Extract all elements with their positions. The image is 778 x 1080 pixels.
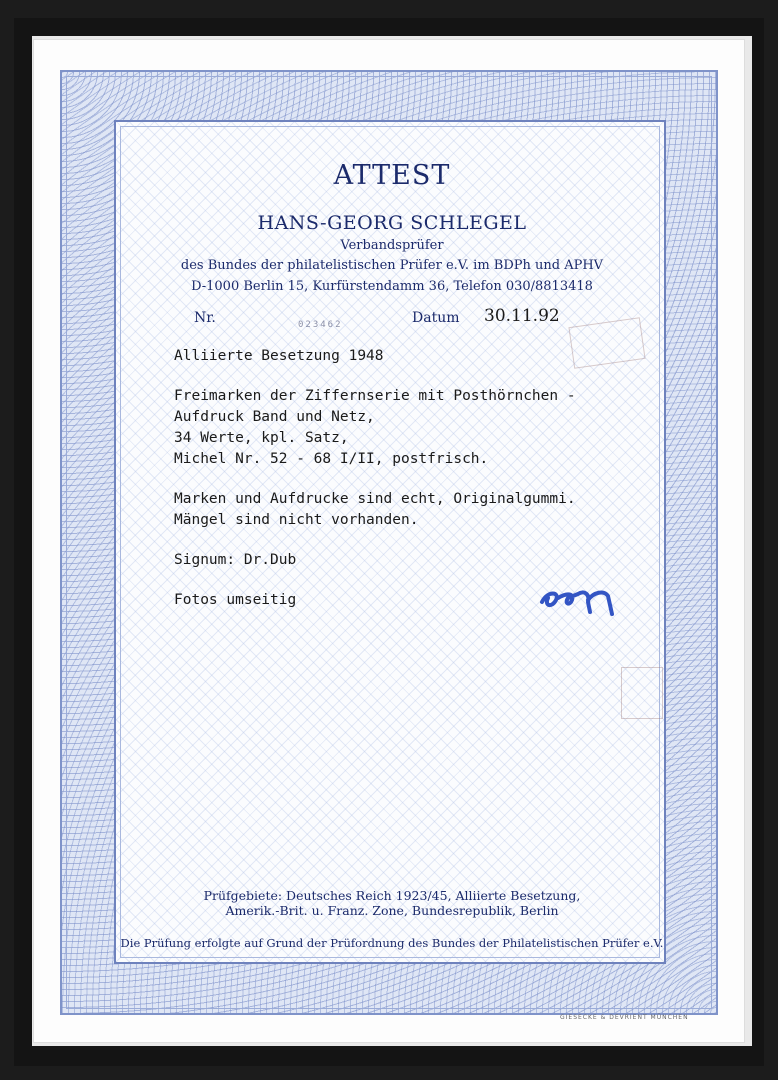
examiner-signature xyxy=(534,580,626,620)
certificate-panel xyxy=(114,120,666,964)
issue-heading: Alliierte Besetzung 1948 xyxy=(174,348,384,364)
testing-rules-line: Die Prüfung erfolgte auf Grund der Prüfordnung des Bundes der Philatelistischen Prüfer e.V. xyxy=(120,936,664,950)
stamp-ghost-top xyxy=(568,317,645,369)
description-line: 34 Werte, kpl. Satz, xyxy=(174,430,349,446)
nr-label: Nr. xyxy=(194,310,216,326)
date-value: 30.11.92 xyxy=(484,306,560,326)
description-line: Freimarken der Ziffernserie mit Posthörnchen - xyxy=(174,388,576,404)
assessment-line: Mängel sind nicht vorhanden. xyxy=(174,512,419,528)
examiner-role: Verbandsprüfer xyxy=(340,238,444,253)
description-line: Michel Nr. 52 - 68 I/II, postfrisch. xyxy=(174,451,489,467)
address-line: D-1000 Berlin 15, Kurfürstendamm 36, Telefon 030/8813418 xyxy=(191,279,593,294)
photos-note: Fotos umseitig xyxy=(174,592,297,608)
date-label: Datum xyxy=(412,310,460,326)
assessment-line: Marken und Aufdrucke sind echt, Originalgummi. xyxy=(174,491,576,507)
association-line: des Bundes der philatelistischen Prüfer e.V. im BDPh und APHV xyxy=(180,258,604,273)
stamp-ghost-lower xyxy=(621,667,663,719)
certificate-title: ATTEST xyxy=(333,160,451,191)
examiner-name: HANS-GEORG SCHLEGEL xyxy=(257,212,527,234)
testing-areas-line-1: Prüfgebiete: Deutsches Reich 1923/45, Alliierte Besetzung, xyxy=(203,888,581,903)
testing-areas-line-2: Amerik.-Brit. u. Franz. Zone, Bundesrepublik, Berlin xyxy=(225,903,559,918)
signum-line: Signum: Dr.Dub xyxy=(174,552,297,568)
serial-number: 023462 xyxy=(298,320,343,330)
printer-mark: GIESECKE & DEVRIENT MÜNCHEN xyxy=(560,1014,689,1021)
description-line: Aufdruck Band und Netz, xyxy=(174,409,375,425)
